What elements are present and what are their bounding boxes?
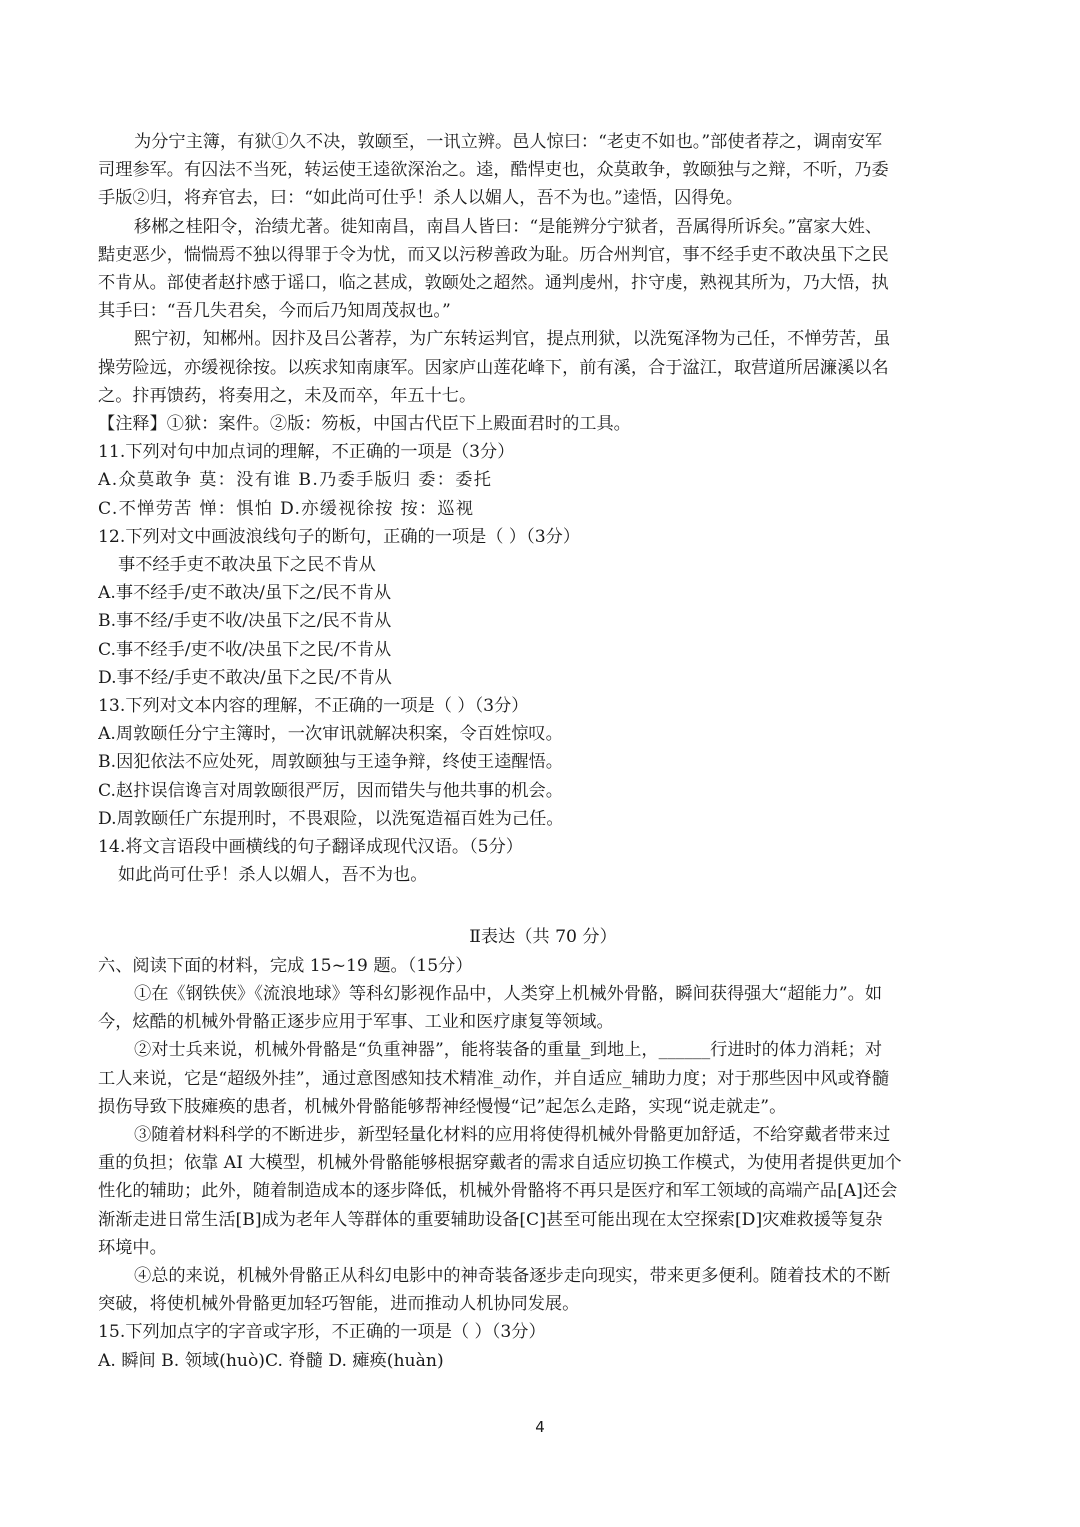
question-14-stem: 14.将文言语段中画横线的句子翻译成现代汉语。（5分） [98,837,523,858]
material-line: ①在《钢铁侠》《流浪地球》等科幻影视作品中，人类穿上机械外骨骼，瞬间获得强大“超能力”。如 [134,983,883,1004]
material-line: ④总的来说，机械外骨骼正从科幻电影中的神奇装备逐步走向现实，带来更多便利。随着技术的不断 [134,1265,891,1286]
annotation-note: 【注释】①狱：案件。②版：笏板，中国古代臣下上殿面君时的工具。 [98,414,631,435]
material-line: ③随着材料科学的不断进步，新型轻量化材料的应用将使得机械外骨骼更加舒适，不给穿戴者带来过 [134,1124,891,1145]
page-number: 4 [535,1418,545,1436]
question-13-option: B.因犯依法不应处死，周敦颐独与王逵争辩，终使王逵醒悟。 [98,752,563,773]
material-line: 今，炫酷的机械外骨骼正逐步应用于军事、工业和医疗康复等领域。 [98,1012,614,1033]
question-12-sentence: 事不经手吏不敢决虽下之民不肯从 [118,555,376,576]
question-11-options-row: A.众莫敢争 莫：没有谁 B.乃委手版归 委：委托 [98,470,493,491]
question-15-stem: 15.下列加点字的字音或字形，不正确的一项是（ ）（3分） [98,1322,546,1343]
question-13-option: C.赵抃误信谗言对周敦颐很严厉，因而错失与他共事的机会。 [98,780,563,801]
material-line: 工人来说，它是“超级外挂”，通过意图感知技术精准_动作，并自适应_辅助力度；对于那些因中风或脊髓 [98,1068,890,1089]
question-13-stem: 13.下列对文本内容的理解，不正确的一项是（ ）（3分） [98,696,529,717]
passage-line: 之。抃再馈药，将奏用之，未及而卒，年五十七。 [98,385,477,406]
question-14-sentence: 如此尚可仕乎！杀人以媚人，吾不为也。 [118,865,428,886]
material-line: ②对士兵来说，机械外骨骼是“负重神器”，能将装备的重量_到地上，______行进时的体力消耗；对 [134,1040,883,1061]
question-15-options: A. 瞬间 B. 领域(huò)C. 脊髓 D. 瘫痪(huàn) [98,1350,444,1371]
passage-line: 移郴之桂阳令，治绩尤著。徙知南昌，南昌人皆曰：“是能辨分宁狱者，吾属得所诉矣。”富家大姓、 [134,216,883,237]
material-line: 渐渐走进日常生活[B]成为老年人等群体的重要辅助设备[C]甚至可能出现在太空探索[D]灾难救援等复杂 [98,1209,883,1230]
question-12-option: C.事不经手/吏不收/决虽下之民/不肯从 [98,639,392,660]
section-title: Ⅱ表达（共 70 分） [469,927,617,948]
material-line: 性化的辅助；此外，随着制造成本的逐步降低，机械外骨骼将不再只是医疗和军工领域的高端产品[A]还会 [98,1181,898,1202]
passage-line: 黠吏恶少，惴惴焉不独以得罪于令为忧，而又以污秽善政为耻。历合州判官，事不经手吏不敢决虽下之民 [98,244,889,265]
question-11-options-row: C.不惮劳苦 惮：惧怕 D.亦缓视徐按 按：巡视 [98,498,475,519]
passage-line: 操劳险远，亦缓视徐按。以疾求知南康军。因家庐山莲花峰下，前有溪，合于湓江，取营道所居濂溪以名 [98,357,889,378]
question-13-option: D.周敦颐任广东提刑时，不畏艰险，以洗冤造福百姓为己任。 [98,808,564,829]
page-content [98,128,988,1375]
section-spacer [98,889,988,915]
passage-line: 不肯从。部使者赵抃感于谣口，临之甚成，敦颐处之超然。通判虔州，抃守虔，熟视其所为，乃大悟，执 [98,273,889,294]
material-line: 环境中。 [98,1237,167,1258]
question-12-stem: 12.下列对文中画波浪线句子的断句，正确的一项是（ ）（3分） [98,526,581,547]
question-11-stem: 11.下列对句中加点词的理解，不正确的一项是（3分） [98,442,515,463]
question-12-option: A.事不经手/吏不敢决/虽下之/民不肯从 [98,583,392,604]
part-6-title: 六、阅读下面的材料，完成 15~19 题。（15分） [98,955,473,976]
question-12-option: B.事不经/手吏不收/决虽下之/民不肯从 [98,611,392,632]
material-line: 突破，将使机械外骨骼更加轻巧智能，进而推动人机协同发展。 [98,1294,580,1315]
material-line: 重的负担；依靠 AI 大模型，机械外骨骼能够根据穿戴者的需求自适应切换工作模式，为使用者提供更加个 [98,1153,902,1174]
passage-line: 熙宁初，知郴州。因抃及吕公著荐，为广东转运判官，提点刑狱，以洗冤泽物为己任，不惮劳苦，虽 [134,329,891,350]
question-13-option: A.周敦颐任分宁主簿时，一次审讯就解决积案，令百姓惊叹。 [98,724,563,745]
passage-line: 为分宁主簿，有狱①久不决，敦颐至，一讯立辨。邑人惊曰：“老吏不如也。”部使者荐之，调南安军 [134,132,883,152]
passage-line: 手版②归，将弃官去，曰：“如此尚可仕乎！杀人以媚人，吾不为也。”逵悟，囚得免。 [98,188,743,209]
question-12-option: D.事不经/手吏不敢决/虽下之民/不肯从 [98,667,392,688]
passage-line: 其手曰：“吾几失君矣，今而后乃知周茂叔也。” [98,301,451,322]
passage-line: 司理参军。有囚法不当死，转运使王逵欲深治之。逵，酷悍吏也，众莫敢争，敦颐独与之辩，不听，乃委 [98,160,889,181]
material-line: 损伤导致下肢瘫痪的患者，机械外骨骼能够帮神经慢慢“记”起怎么走路，实现“说走就走”。 [98,1096,787,1117]
